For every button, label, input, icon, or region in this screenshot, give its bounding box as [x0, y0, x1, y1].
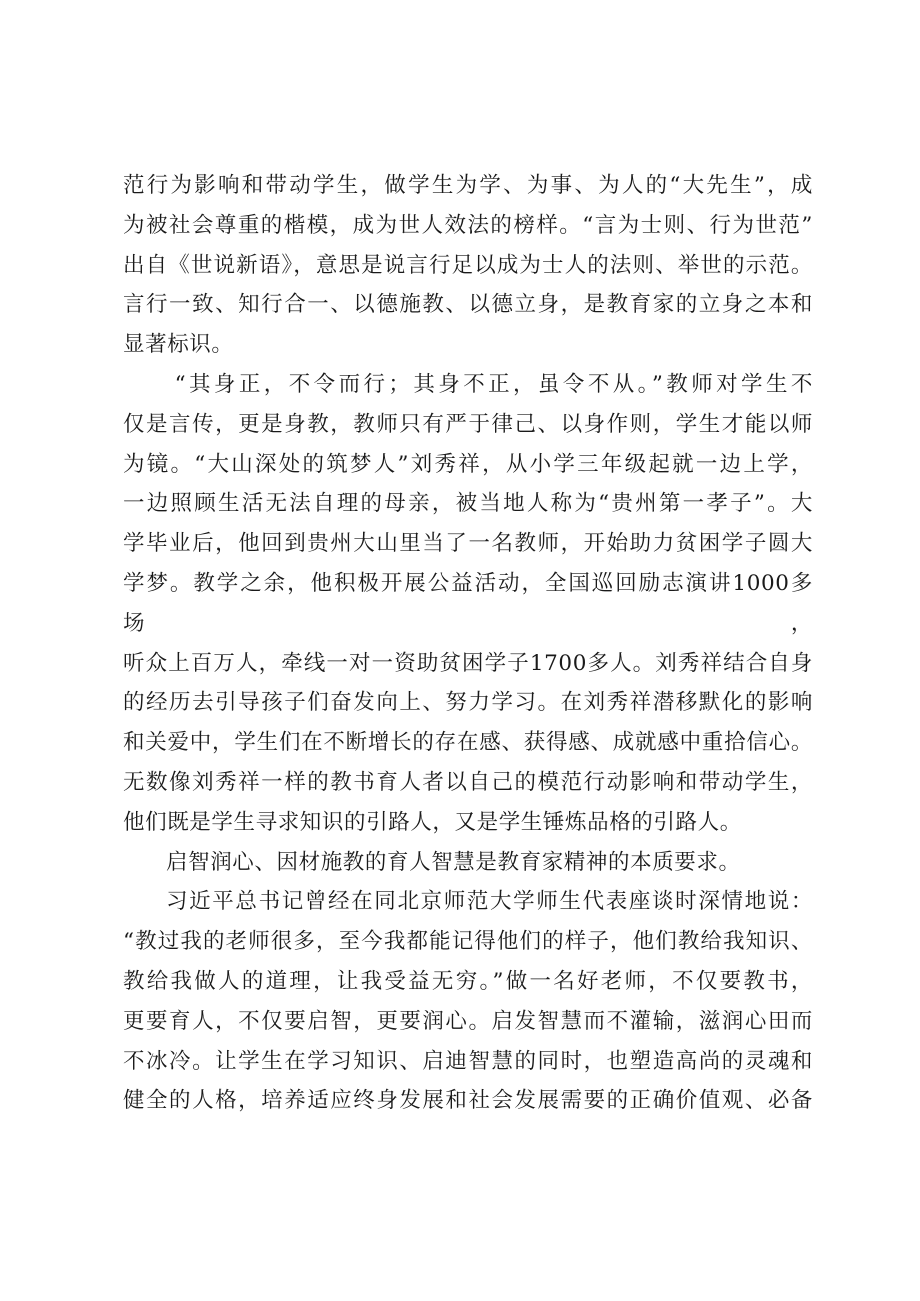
text-line: 为镜。“大山深处的筑梦人”刘秀祥，从小学三年级起就一边上学， — [123, 451, 813, 477]
text-line: 他们既是学生寻求知识的引路人，又是学生锤炼品格的引路人。 — [123, 809, 742, 835]
text-line: 和关爱中，学生们在不断增长的存在感、获得感、成就感中重拾信心。 — [123, 730, 813, 756]
text-line: 显著标识。 — [123, 332, 234, 358]
paragraph-2 — [123, 365, 813, 843]
text-line: 习近平总书记曾经在同北京师范大学师生代表座谈时深情地说： — [166, 889, 813, 915]
text-line: 为被社会尊重的楷模，成为世人效法的榜样。“言为士则、行为世范” — [123, 212, 813, 238]
text-line: 教给我做人的道理，让我受益无穷。”做一名好老师，不仅要教书， — [123, 968, 813, 994]
text-line: 出自《世说新语》，意思是说言行足以成为士人的法则、举世的示范。 — [123, 252, 813, 278]
text-line: 学梦。教学之余，他积极开展公益活动，全国巡回励志演讲1000多场， — [123, 570, 813, 636]
text-line: 健全的人格，培养适应终身发展和社会发展需要的正确价值观、必备 — [123, 1088, 813, 1114]
text-line: “其身正，不令而行；其身不正，虽令不从。”教师对学生不 — [174, 371, 813, 397]
text-line: 无数像刘秀祥一样的教书育人者以自己的模范行动影响和带动学生， — [123, 769, 813, 795]
paragraph-1 — [123, 166, 813, 365]
text-line: 言行一致、知行合一、以德施教、以德立身，是教育家的立身之本和 — [123, 292, 813, 318]
text-line: “教过我的老师很多，至今我都能记得他们的样子，他们教给我知识、 — [123, 929, 813, 955]
text-line: 不冰冷。让学生在学习知识、启迪智慧的同时，也塑造高尚的灵魂和 — [123, 1048, 813, 1074]
paragraph-4 — [123, 882, 813, 1121]
text-line: 的经历去引导孩子们奋发向上、努力学习。在刘秀祥潜移默化的影响 — [123, 690, 813, 716]
text-line: 一边照顾生活无法自理的母亲，被当地人称为“贵州第一孝子”。大 — [123, 491, 813, 517]
text-line: 仅是言传，更是身教，教师只有严于律己、以身作则，学生才能以师 — [123, 411, 813, 437]
text-line: 启智润心、因材施教的育人智慧是教育家精神的本质要求。 — [166, 849, 741, 875]
paragraph-3 — [123, 843, 813, 883]
text-line: 更要育人，不仅要启智，更要润心。启发智慧而不灌输，滋润心田而 — [123, 1008, 813, 1034]
text-line: 范行为影响和带动学生，做学生为学、为事、为人的“大先生”，成 — [123, 173, 813, 198]
text-line: 听众上百万人，牵线一对一资助贫困学子1700多人。刘秀祥结合自身 — [123, 650, 813, 676]
text-line: 学毕业后，他回到贵州大山里当了一名教师，开始助力贫困学子圆大 — [123, 531, 813, 557]
document-body — [123, 166, 813, 1121]
